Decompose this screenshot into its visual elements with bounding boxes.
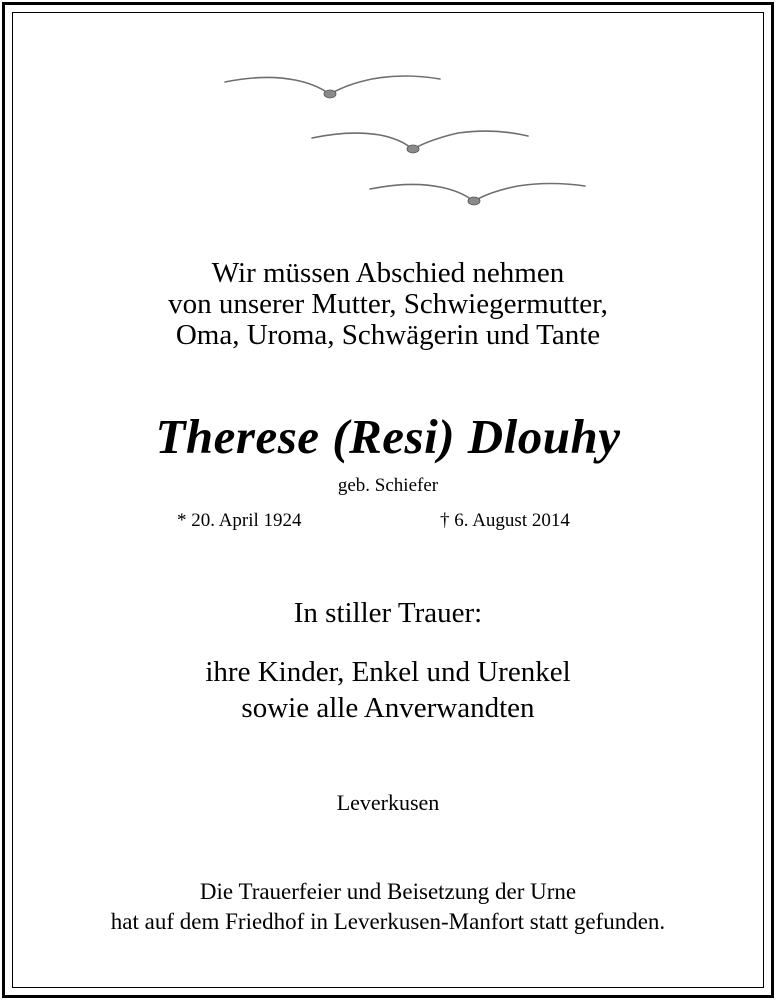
bird-icon [225, 76, 440, 98]
bird-icon [370, 184, 585, 206]
place: Leverkusen [336, 790, 440, 815]
funeral-note-line-2: hat auf dem Friedhof in Leverkusen-Manfort statt gefunden. [110, 909, 666, 934]
mourners-line-2: sowie alle Anverwandten [241, 692, 535, 724]
flying-birds [0, 0, 776, 230]
intro-line-2: von unserer Mutter, Schwiegermutter, [168, 288, 608, 320]
mourners-line-1: ihre Kinder, Enkel und Urenkel [205, 656, 571, 688]
funeral-note-line-1: Die Trauerfeier und Beisetzung der Urne [199, 879, 577, 904]
mourning-heading: In stiller Trauer: [293, 597, 483, 629]
bird-icon [312, 131, 528, 153]
intro-line-1: Wir müssen Abschied nehmen [211, 257, 565, 289]
deceased-name: Therese (Resi) Dlouhy [155, 409, 621, 464]
intro-line-3: Oma, Uroma, Schwägerin und Tante [175, 319, 601, 351]
birth-date: * 20. April 1924 [177, 510, 302, 531]
death-date: † 6. August 2014 [440, 510, 570, 531]
maiden-name: geb. Schiefer [337, 475, 439, 496]
